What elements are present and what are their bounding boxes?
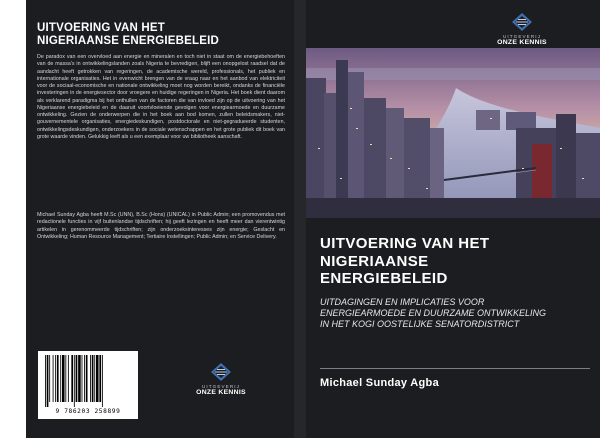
isbn-number: 9 786203 258899 [55, 408, 121, 415]
publisher-logo-icon [209, 362, 233, 382]
author-name: Michael Sunday Agba [320, 377, 439, 389]
back-cover-title [37, 22, 287, 48]
barcode-bars [43, 355, 133, 407]
front-cover-title [320, 235, 590, 288]
publisher-logo-front [490, 12, 554, 46]
author-bio: Michael Sunday Agba heeft M.Sc (UNN), B.Sc (Hons) (UNICAL) in Public Admin; een promovendus met redactionele functies in vijf buitenlandse tijdschriften; hij geeft lezingen en heeft meer dan vierentwintig artikelen in gerenommeerde tijdschriften; zijn onderzoeksinteresses zijn energie; Geslacht en Ontwikkeling; Human Resource Management; Tertiaire Instellingen; Public Admin; en Service Delivery. [37, 212, 285, 240]
subtitle-line-3: IN HET KOGI OOSTELIJKE SENATORDISTRICT [320, 319, 520, 330]
front-title-line-2: NIGERIAANSE [320, 252, 429, 270]
front-cover-subtitle [320, 297, 594, 331]
back-title-line-1: UITVOERING VAN HET [37, 22, 165, 34]
publisher-logo-back [186, 362, 256, 396]
book-blurb: De paradox van een overvloed aan energie en mineralen en toch niet in staat om de energiebehoeften van de massa's in ontwikkelingslanden zoals Nigeria te bevredigen, blijft een onopgelost raadsel dat de aandacht heeft getrokken van regeringen, de academische wereld, professionals, het publiek en internationale organisaties. Het in evenwicht brengen van de vraag naar en het aanbod van elektriciteit voor de sociaal-economische en nationale ontwikkeling moet nog worden bereikt, ondanks de financiële investeringen in de energiesector door vroegere en huidige regeringen in Nigeria. Het boek dient daarom als verklarend paradigma bij het onthullen van de factoren die van invloed zijn op de uitvoering van het Nigeriaanse energiebeleid en de daaruit voortvloeiende gevolgen voor energiearmoede en duurzame ontwikkeling. Gezien de onderwerpen die in het boek aan bod komen, zullen beleidsmakers, niet-gouvernementele organisaties, energiedeskundigen, postdoctorale en niet-gegradueerde studenten, ontwikkelingsdeskundigen, onderzoekers in de sociale wetenschappen en het grote publiek dit boek van grote waarde vinden. Gelukkig leeft als u een exemplaar voor uw bibliotheek aanschaft. [37, 54, 285, 140]
title-divider [320, 368, 590, 369]
publisher-logo-icon [510, 12, 534, 32]
back-cover [26, 0, 294, 438]
isbn-barcode [38, 351, 138, 419]
subtitle-line-2: ENERGIEARMOEDE EN DUURZAME ONTWIKKELING [320, 308, 547, 319]
subtitle-line-1: UITDAGINGEN EN IMPLICATIES VOOR [320, 297, 485, 307]
publisher-name: ONZE KENNIS [497, 39, 547, 46]
publisher-label: UITGEVERIJ [502, 34, 542, 39]
back-title-line-2: NIGERIAANSE ENERGIEBELEID [37, 35, 219, 47]
publisher-label: UITGEVERIJ [201, 384, 241, 389]
front-title-line-1: UITVOERING VAN HET [320, 235, 490, 252]
city-skyline-photo [306, 48, 600, 218]
publisher-name: ONZE KENNIS [196, 389, 246, 396]
front-cover [306, 0, 600, 438]
front-title-line-3: ENERGIEBELEID [320, 270, 448, 287]
book-spine [294, 0, 306, 438]
